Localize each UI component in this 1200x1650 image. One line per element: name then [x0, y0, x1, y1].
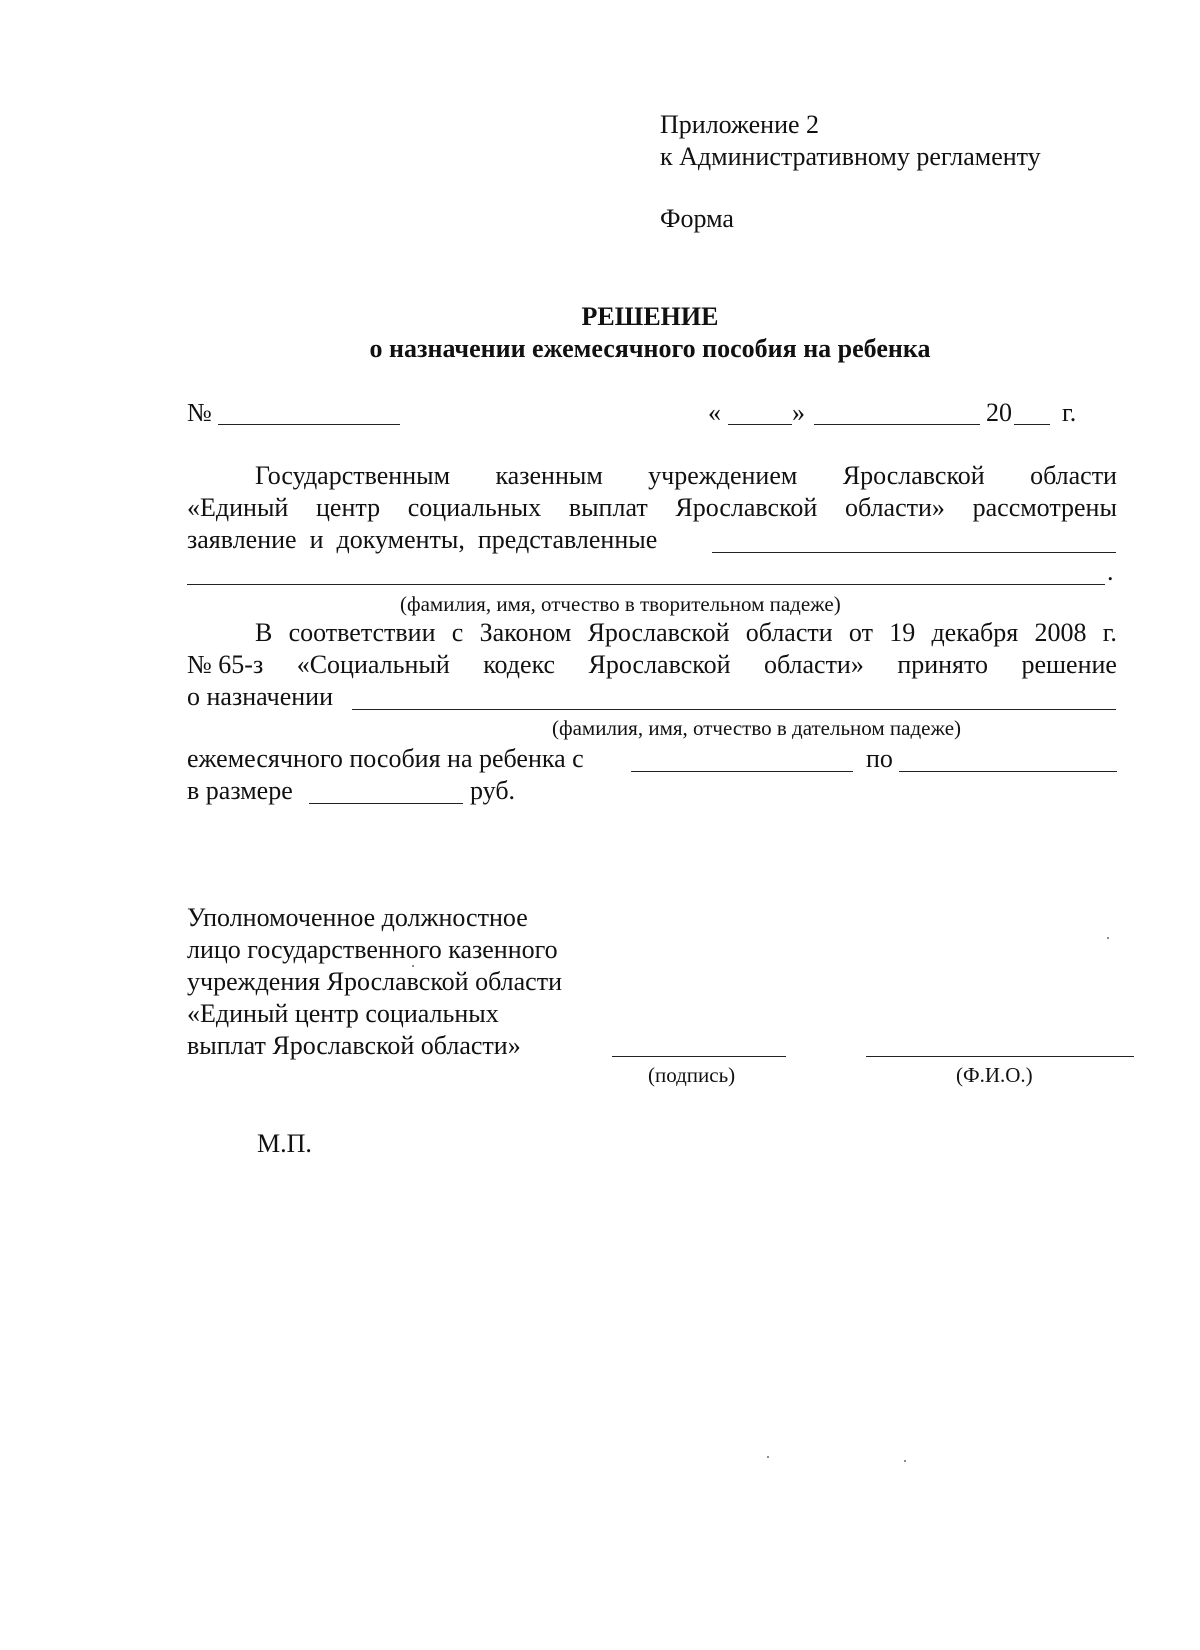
scan-speck: [904, 1460, 906, 1462]
word: области»: [845, 493, 945, 522]
word: области: [745, 618, 833, 647]
official-line-1: Уполномоченное должностное: [187, 903, 528, 932]
para2-line4-text: ежемесячного пособия на ребенка с: [187, 744, 584, 773]
word: В: [255, 618, 273, 647]
month-field-line[interactable]: [814, 424, 980, 425]
end-date-field-line[interactable]: [899, 771, 1117, 772]
word: казенным: [495, 461, 603, 490]
word: Ярославской: [588, 650, 731, 679]
word: 2008: [1034, 618, 1087, 647]
para2-line3-text: о назначении: [187, 682, 333, 711]
official-line-2: лицо государственного казенного: [187, 935, 558, 964]
number-sign: №: [187, 398, 212, 427]
dative-case-caption: (фамилия, имя, отчество в дательном падеже): [552, 716, 962, 740]
document-subtitle: о назначении ежемесячного пособия на ребенка: [369, 334, 931, 363]
word: рассмотрены: [972, 493, 1117, 522]
para1-line1: [255, 460, 1117, 491]
word: декабря: [931, 618, 1019, 647]
official-line-3: учреждения Ярославской области: [187, 967, 562, 996]
word: соответствии: [288, 618, 436, 647]
word: № 65-з: [187, 650, 264, 679]
regulation-label: к Административному регламенту: [660, 142, 1041, 171]
applicant-name-field-line-2[interactable]: [187, 584, 1105, 585]
full-name-field-line[interactable]: [866, 1056, 1134, 1057]
word: области: [1030, 461, 1117, 490]
official-line-4: «Единый центр социальных: [187, 999, 499, 1028]
word: Ярославской: [675, 493, 818, 522]
word: 19: [889, 618, 916, 647]
quote-close: »: [792, 398, 805, 427]
recipient-name-field-line[interactable]: [352, 709, 1116, 710]
word: г.: [1102, 618, 1117, 647]
signature-field-line[interactable]: [612, 1056, 786, 1057]
appendix-label: Приложение 2: [660, 110, 820, 139]
word: «Социальный: [296, 650, 450, 679]
signature-caption: (подпись): [648, 1063, 736, 1087]
word: Законом: [479, 618, 572, 647]
word: принято: [897, 650, 989, 679]
word: области»: [763, 650, 864, 679]
year-suffix: г.: [1062, 398, 1077, 427]
para2-line5-text: в размере: [187, 776, 293, 805]
instrumental-case-caption: (фамилия, имя, отчество в творительном падеже): [400, 592, 841, 616]
scan-speck: [1107, 937, 1109, 939]
start-date-field-line[interactable]: [631, 771, 853, 772]
word: Ярославской: [842, 461, 985, 490]
year-prefix: 20: [986, 398, 1012, 427]
para1-line2: [187, 492, 1117, 523]
word: кодекс: [483, 650, 556, 679]
form-label: Форма: [660, 204, 734, 233]
year-field-line[interactable]: [1014, 424, 1050, 425]
word: Государственным: [255, 461, 451, 490]
word: учреждением: [648, 461, 798, 490]
word: решение: [1021, 650, 1117, 679]
quote-open: «: [708, 398, 721, 427]
full-name-caption: (Ф.И.О.): [956, 1063, 1033, 1087]
para1-line3-text: заявление и документы, представленные: [187, 525, 658, 554]
word: социальных: [407, 493, 542, 522]
currency-label: руб.: [470, 776, 516, 805]
word: выплат: [568, 493, 648, 522]
amount-field-line[interactable]: [309, 803, 463, 804]
word: с: [451, 618, 464, 647]
day-field-line[interactable]: [728, 424, 792, 425]
para2-line2: [187, 649, 1117, 680]
para2-line4-to: по: [866, 744, 893, 773]
official-line-5: выплат Ярославской области»: [187, 1031, 521, 1060]
para2-line1: [255, 617, 1117, 648]
para1-period: .: [1107, 557, 1114, 586]
word: центр: [316, 493, 381, 522]
applicant-name-field-line-1[interactable]: [712, 552, 1116, 553]
scan-speck: [412, 965, 414, 967]
scan-speck: [767, 1456, 769, 1458]
number-field-line[interactable]: [218, 424, 400, 425]
word: от: [848, 618, 873, 647]
word: Ярославской: [587, 618, 730, 647]
document-title: РЕШЕНИЕ: [581, 302, 719, 331]
stamp-place-label: М.П.: [257, 1129, 312, 1158]
word: «Единый: [187, 493, 289, 522]
